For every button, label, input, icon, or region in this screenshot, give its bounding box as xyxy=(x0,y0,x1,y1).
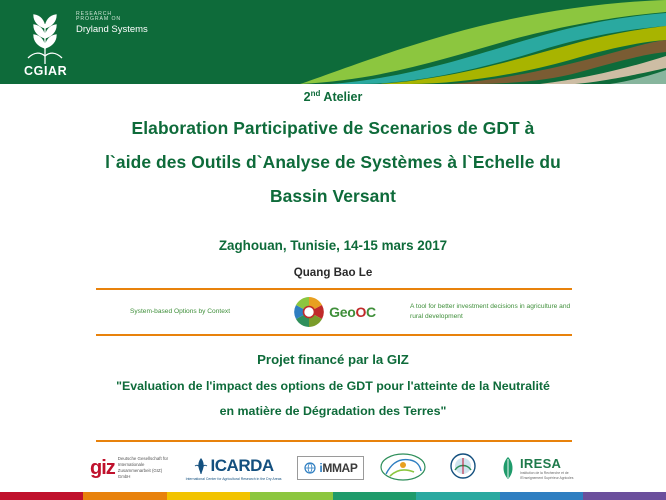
project-quote-line-1: "Evaluation de l'impact des options de GDT pour l'atteinte de la Neutralité xyxy=(116,379,550,393)
giz-subtitle: Deutsche Gesellschaft für Internationale Zusammenarbeit (GIZ) GmbH xyxy=(117,456,169,479)
event-label xyxy=(0,89,666,104)
geo-oc-wheel-icon xyxy=(292,295,326,329)
partner-logo-5 xyxy=(442,449,484,487)
partner-4-emblem-icon xyxy=(380,452,426,482)
immap-word-i: i xyxy=(319,461,323,475)
cgiar-logo-block xyxy=(22,8,148,66)
slide-header-band xyxy=(0,0,666,84)
giz-logo xyxy=(90,449,170,487)
strip-segment-8 xyxy=(583,492,666,500)
project-quote-line-2: en matière de Dégradation des Terres" xyxy=(219,404,447,419)
immap-word-rest: MMAP xyxy=(322,461,358,475)
project-funded-by: Projet financé par la GIZ xyxy=(257,352,409,367)
geo-oc-band xyxy=(96,290,572,334)
event-number: 2 xyxy=(303,90,311,105)
immap-logo xyxy=(297,449,364,487)
icarda-logo xyxy=(186,449,282,487)
strip-segment-1 xyxy=(0,492,83,500)
cgiar-wheat-icon xyxy=(22,8,68,66)
geo-oc-wordmark xyxy=(329,304,376,320)
logo-line-program-on: PROGRAM ON xyxy=(76,16,122,23)
immap-wordmark xyxy=(319,461,357,475)
project-quote xyxy=(50,374,616,425)
strip-segment-6 xyxy=(416,492,499,500)
event-ordinal-suffix: nd xyxy=(310,89,321,98)
cgiar-logo-text xyxy=(76,8,148,35)
geo-band-right-text: A tool for better investment decisions in agriculture and rural development xyxy=(410,303,571,320)
strip-segment-4 xyxy=(250,492,333,500)
event-label-rest: Atelier xyxy=(320,90,363,105)
geo-oc-logo xyxy=(264,295,404,329)
strip-segment-2 xyxy=(83,492,166,500)
strip-segment-7 xyxy=(500,492,583,500)
icarda-subtitle: International Center for Agricultural Research in the Dry Areas xyxy=(185,476,282,481)
title-line-1: Elaboration Participative de Scenarios de GDT à xyxy=(131,118,535,138)
bottom-color-strip xyxy=(0,492,666,500)
iresa-logo xyxy=(500,449,580,487)
immap-globe-icon xyxy=(304,462,316,474)
footer-logo-row xyxy=(90,446,580,490)
iresa-subtitle: Institution de la Recherche et de l'Enseignement Supérieur Agricoles xyxy=(520,471,574,480)
geo-oc-wheel-icon-svg xyxy=(292,295,326,329)
logo-line-research: RESEARCH xyxy=(76,11,113,17)
strip-segment-3 xyxy=(167,492,250,500)
title-line-2: l`aide des Outils d`Analyse de Systèmes à l`Echelle du xyxy=(105,151,561,172)
place-and-date: Zaghouan, Tunisie, 14-15 mars 2017 xyxy=(218,238,448,253)
page-title xyxy=(40,112,626,214)
geo-label-c: C xyxy=(366,304,376,320)
logo-line-dryland-systems: Dryland Systems xyxy=(76,23,148,35)
strip-segment-5 xyxy=(333,492,416,500)
partner-5-emblem-icon xyxy=(442,452,484,482)
icarda-emblem-icon xyxy=(194,457,208,475)
title-line-3: Bassin Versant xyxy=(269,185,397,206)
icarda-wordmark: ICARDA xyxy=(210,455,274,475)
cgiar-wordmark: CGIAR xyxy=(24,64,68,78)
geo-label-o: O xyxy=(355,304,367,320)
geo-band-left-text: System-based Options by Context xyxy=(129,307,231,315)
cgiar-wheat-icon-svg xyxy=(22,8,68,66)
iresa-leaf-icon xyxy=(500,455,516,481)
partner-logo-4 xyxy=(380,449,426,487)
iresa-wordmark: IRESA xyxy=(520,456,562,472)
geo-label-prefix: Geo xyxy=(329,304,356,320)
giz-wordmark: giz xyxy=(90,456,115,479)
divider-orange-footer xyxy=(96,440,572,442)
divider-orange-bottom xyxy=(96,334,572,336)
author-name: Quang Bao Le xyxy=(293,266,373,279)
